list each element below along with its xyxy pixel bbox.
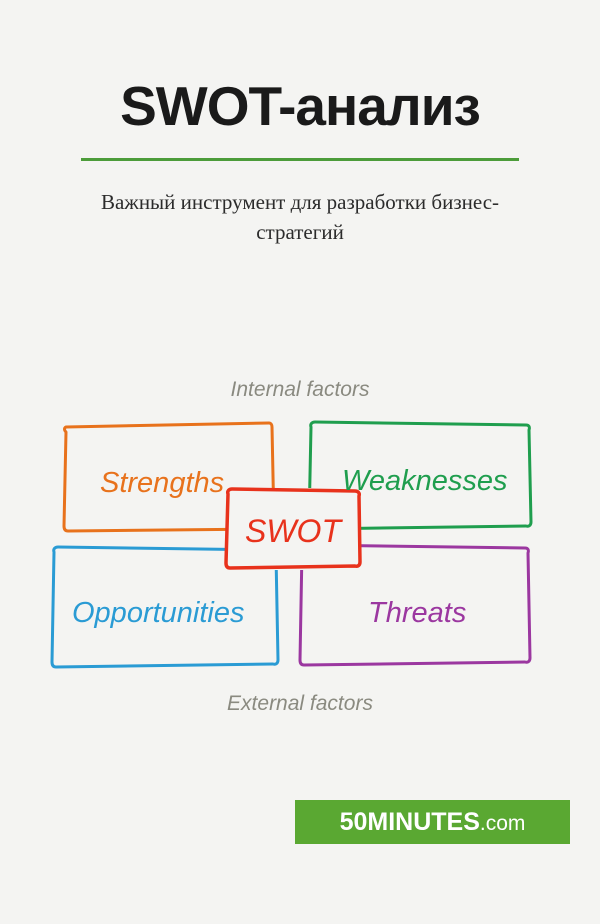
swot-diagram — [30, 370, 570, 735]
publisher-word: MINUTES — [367, 807, 480, 836]
quadrant-label-strengths: Strengths — [100, 467, 225, 499]
subtitle: Важный инструмент для разработки бизнес-стратегий — [100, 189, 500, 245]
publisher-domain-suffix: .com — [479, 811, 526, 835]
quadrant-label-weaknesses: Weaknesses — [342, 465, 508, 497]
title-divider — [81, 158, 519, 161]
publisher-badge — [295, 800, 570, 844]
title-block — [0, 75, 600, 248]
quadrant-label-threats: Threats — [368, 597, 467, 629]
page-title: SWOT-анализ — [120, 75, 480, 137]
diagram-top-label: Internal factors — [230, 378, 370, 401]
publisher-number: 50 — [339, 807, 368, 836]
quadrant-label-opportunities: Opportunities — [72, 597, 245, 629]
publisher-name — [340, 808, 526, 837]
swot-center-label: SWOT — [245, 513, 341, 549]
diagram-bottom-label: External factors — [227, 692, 373, 715]
